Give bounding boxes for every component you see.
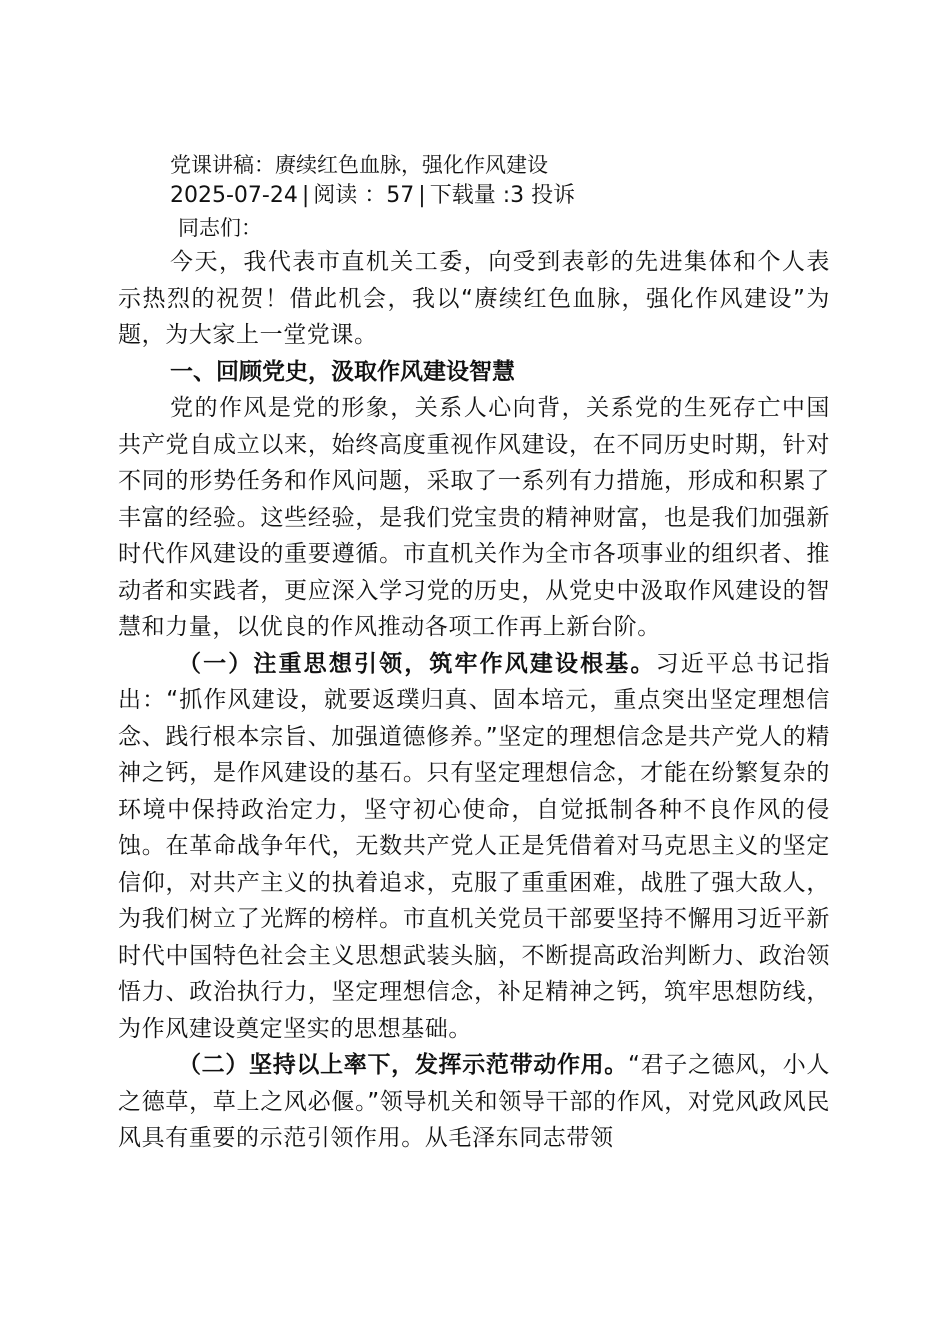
point-body: “君子之德风，小人之德草，草上之风必偃。”领导机关和领导干部的作风，对党风政风民风具有重要的示范引领作用。从毛泽东同志带领 [118,1052,830,1151]
point-lead: （二）坚持以上率下，发挥示范带动作用。 [178,1052,628,1078]
intro-paragraph: 今天，我代表市直机关工委，向受到表彰的先进集体和个人表示热烈的祝贺！借此机会，我以“赓续红色血脉，强化作风建设”为题，为大家上一堂党课。 [118,249,830,348]
document-title: 党课讲稿：赓续红色血脉，强化作风建设 [170,153,548,177]
point-paragraph [118,1047,830,1157]
point-body: 习近平总书记指出：“抓作风建设，就要返璞归真、固本培元，重点突出坚定理想信念、践行根本宗旨、加强道德修养。”坚定的理想信念是共产党人的精神之钙，是作风建设的基石。只有坚定理想信念，才能在纷繁复杂的环境中保持政治定力，坚守初心使命，自觉抵制各种不良作风的侵蚀。在革命战争年代，无数共产党人正是凭借着对马克思主义的坚定信仰，对共产主义的执着追求，克服了重重困难，战胜了强大敌人，为我们树立了光辉的榜样。市直机关党员干部要坚持不懈用习近平新时代中国特色社会主义思想武装头脑，不断提高政治判断力、政治领悟力、政治执行力，坚定理想信念，补足精神之钙，筑牢思想防线，为作风建设奠定坚实的思想基础。 [118,650,830,1042]
read-count: 阅读 ：57 [313,183,415,208]
section-paragraph: 党的作风是党的形象，关系人心向背，关系党的生死存亡中国共产党自成立以来，始终高度重视作风建设，在不同历史时期，针对不同的形势任务和作风问题，采取了一系列有力措施，形成和积累了丰富的经验。这些经验，是我们党宝贵的精神财富，也是我们加强新时代作风建设的重要遵循。市直机关作为全市各项事业的组织者、推动者和实践者，更应深入学习党的历史，从党史中汲取作风建设的智慧和力量，以优良的作风推动各项工作再上新台阶。 [118,395,830,640]
document-page [118,150,830,1157]
greeting: 同志们： [178,216,262,240]
meta-separator: | [301,183,310,208]
publish-date: 2025-07-24 [170,183,298,208]
meta-separator: | [418,183,426,208]
complaint-link[interactable]: 投诉 [531,183,576,208]
point-lead: （一）注重思想引领，筑牢作风建设根基。 [178,650,656,677]
download-count: 下载量 :3 [429,183,525,208]
section-heading: 一、回顾党史，汲取作风建设智慧 [170,358,515,385]
document-meta [118,180,830,212]
point-paragraph [118,646,830,1048]
